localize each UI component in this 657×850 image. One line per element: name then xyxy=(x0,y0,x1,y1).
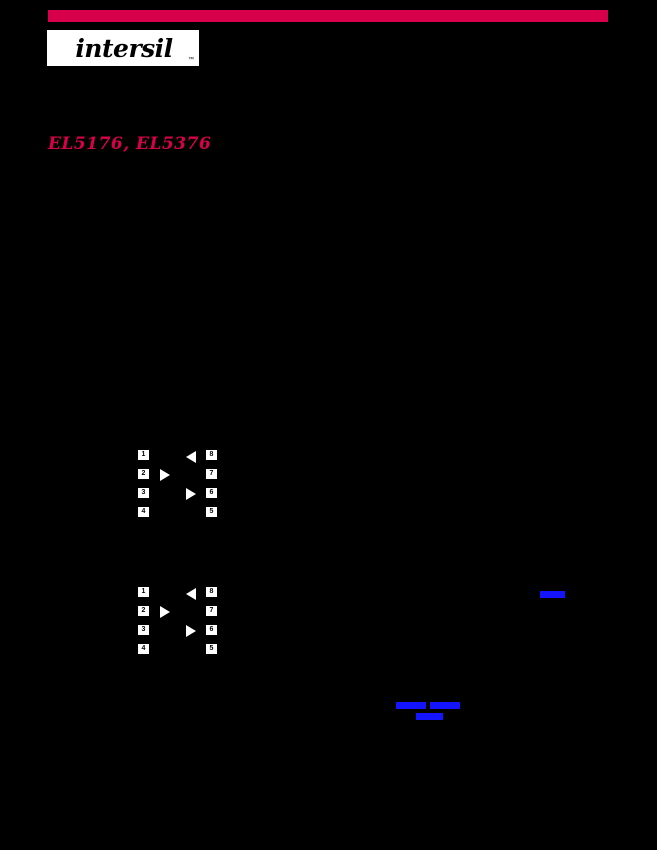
footer-link-2[interactable] xyxy=(430,702,460,709)
pin-number: 1 xyxy=(138,587,149,597)
pin-number: 3 xyxy=(138,625,149,635)
footer-link-3[interactable] xyxy=(416,713,443,720)
page-title: EL5176, EL5376 xyxy=(48,134,212,154)
header-rule xyxy=(48,10,608,22)
related-literature-link[interactable] xyxy=(540,591,565,598)
pin-number: 4 xyxy=(138,507,149,517)
pin-number: 2 xyxy=(138,469,149,479)
footer-link-1[interactable] xyxy=(396,702,426,709)
pin-number: 1 xyxy=(138,450,149,460)
amplifier-triangle-icon xyxy=(186,488,196,500)
pin-number: 5 xyxy=(206,644,217,654)
pin-number: 6 xyxy=(206,488,217,498)
pin-number: 4 xyxy=(138,644,149,654)
amplifier-triangle-icon xyxy=(160,606,170,618)
pin-number: 6 xyxy=(206,625,217,635)
pin-number: 7 xyxy=(206,606,217,616)
logo-wordmark: intersil xyxy=(75,34,173,63)
pin-number: 8 xyxy=(206,587,217,597)
amplifier-triangle-icon xyxy=(160,469,170,481)
pin-number: 7 xyxy=(206,469,217,479)
amplifier-triangle-icon xyxy=(186,625,196,637)
pin-number: 8 xyxy=(206,450,217,460)
pin-number: 3 xyxy=(138,488,149,498)
pin-number: 2 xyxy=(138,606,149,616)
pin-number: 5 xyxy=(206,507,217,517)
intersil-logo xyxy=(47,30,199,66)
amplifier-triangle-icon xyxy=(186,588,196,600)
amplifier-triangle-icon xyxy=(186,451,196,463)
trademark-symbol: ™ xyxy=(188,57,194,63)
